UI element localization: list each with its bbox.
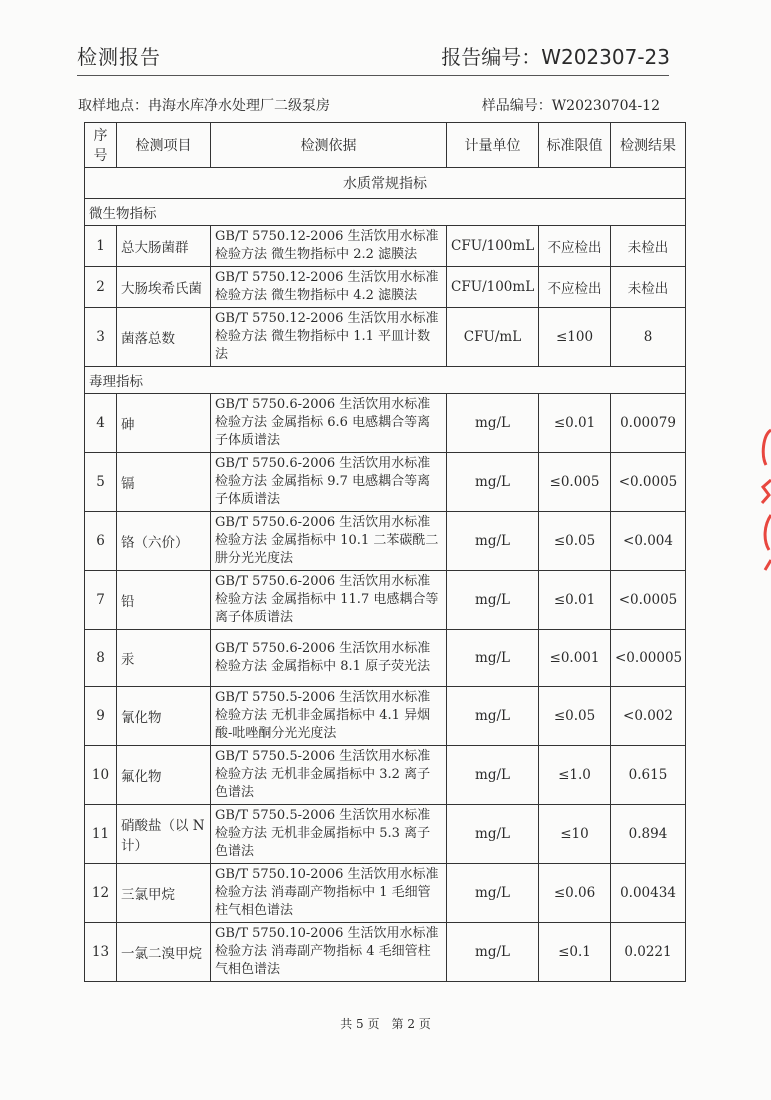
group-title: 毒理指标: [85, 367, 686, 394]
table-row: [85, 864, 686, 923]
sampling-location: 取样地点：冉海水库净水处理厂二级泵房: [78, 98, 330, 114]
cell-method: GB/T 5750.10-2006 生活饮用水标准检验方法 消毒副产物指标 4 毛细管柱气相色谱法: [211, 923, 447, 982]
cell-limit: ≤0.01: [539, 571, 611, 630]
cell-limit: ≤0.05: [539, 512, 611, 571]
table-row: [85, 394, 686, 453]
table-row: [85, 308, 686, 367]
table-row: [85, 512, 686, 571]
cell-result: <0.00005: [611, 630, 686, 687]
cell-method: GB/T 5750.12-2006 生活饮用水标准检验方法 微生物指标中 2.2 滤膜法: [211, 226, 447, 267]
cell-unit: mg/L: [447, 864, 539, 923]
cell-method: GB/T 5750.12-2006 生活饮用水标准检验方法 微生物指标中 4.2 滤膜法: [211, 267, 447, 308]
cell-no: 11: [85, 805, 117, 864]
cell-no: 8: [85, 630, 117, 687]
cell-no: 7: [85, 571, 117, 630]
red-stamp-fragment: [757, 425, 771, 575]
cell-result: <0.0005: [611, 453, 686, 512]
table-row: [85, 687, 686, 746]
cell-no: 1: [85, 226, 117, 267]
cell-unit: mg/L: [447, 453, 539, 512]
cell-limit: ≤0.005: [539, 453, 611, 512]
cell-unit: mg/L: [447, 687, 539, 746]
cell-method: GB/T 5750.6-2006 生活饮用水标准检验方法 金属指标中 10.1 二苯碳酰二肼分光光度法: [211, 512, 447, 571]
section-row: [85, 168, 686, 199]
cell-no: 5: [85, 453, 117, 512]
col-header-item: 检测项目: [117, 123, 211, 168]
cell-unit: mg/L: [447, 394, 539, 453]
cell-no: 13: [85, 923, 117, 982]
cell-result: 未检出: [611, 267, 686, 308]
table-row: [85, 453, 686, 512]
col-header-no: 序号: [85, 123, 117, 168]
cell-result: 未检出: [611, 226, 686, 267]
cell-limit: 不应检出: [539, 267, 611, 308]
col-header-unit: 计量单位: [447, 123, 539, 168]
page-footer: 共 5 页 第 2 页: [340, 1017, 431, 1031]
cell-limit: ≤0.01: [539, 394, 611, 453]
section-title: 水质常规指标: [85, 168, 686, 199]
cell-item: 汞: [117, 630, 211, 687]
header-divider: [77, 75, 669, 76]
cell-result: 8: [611, 308, 686, 367]
cell-result: <0.004: [611, 512, 686, 571]
cell-unit: CFU/mL: [447, 308, 539, 367]
cell-method: GB/T 5750.5-2006 生活饮用水标准检验方法 无机非金属指标中 3.2 离子色谱法: [211, 746, 447, 805]
cell-no: 12: [85, 864, 117, 923]
cell-item: 氟化物: [117, 746, 211, 805]
table-row: [85, 267, 686, 308]
cell-item: 三氯甲烷: [117, 864, 211, 923]
cell-limit: 不应检出: [539, 226, 611, 267]
report-number: 报告编号：W202307-23: [441, 45, 670, 69]
cell-method: GB/T 5750.12-2006 生活饮用水标准检验方法 微生物指标中 1.1 平皿计数法: [211, 308, 447, 367]
cell-unit: mg/L: [447, 746, 539, 805]
group-title: 微生物指标: [85, 199, 686, 226]
cell-limit: ≤0.1: [539, 923, 611, 982]
cell-no: 6: [85, 512, 117, 571]
cell-unit: mg/L: [447, 805, 539, 864]
sample-number: 样品编号：W20230704-12: [481, 98, 660, 114]
cell-method: GB/T 5750.5-2006 生活饮用水标准检验方法 无机非金属指标中 4.1 异烟酸-吡唑酮分光光度法: [211, 687, 447, 746]
cell-method: GB/T 5750.6-2006 生活饮用水标准检验方法 金属指标 6.6 电感耦合等离子体质谱法: [211, 394, 447, 453]
table-header-row: [85, 123, 686, 168]
cell-limit: ≤1.0: [539, 746, 611, 805]
table-row: [85, 805, 686, 864]
cell-item: 总大肠菌群: [117, 226, 211, 267]
cell-unit: mg/L: [447, 512, 539, 571]
cell-result: 0.894: [611, 805, 686, 864]
group-row: [85, 199, 686, 226]
cell-limit: ≤0.05: [539, 687, 611, 746]
cell-method: GB/T 5750.6-2006 生活饮用水标准检验方法 金属指标中 11.7 电感耦合等离子体质谱法: [211, 571, 447, 630]
cell-result: <0.002: [611, 687, 686, 746]
cell-unit: mg/L: [447, 923, 539, 982]
cell-no: 10: [85, 746, 117, 805]
cell-item: 菌落总数: [117, 308, 211, 367]
table-row: [85, 571, 686, 630]
cell-method: GB/T 5750.10-2006 生活饮用水标准检验方法 消毒副产物指标中 1 毛细管柱气相色谱法: [211, 864, 447, 923]
test-results-table: [84, 122, 686, 982]
table-row: [85, 923, 686, 982]
cell-item: 铬（六价）: [117, 512, 211, 571]
cell-limit: ≤0.001: [539, 630, 611, 687]
table-row: [85, 630, 686, 687]
report-title: 检测报告: [77, 45, 161, 69]
table-row: [85, 226, 686, 267]
col-header-method: 检测依据: [211, 123, 447, 168]
cell-unit: mg/L: [447, 571, 539, 630]
cell-limit: ≤0.06: [539, 864, 611, 923]
cell-unit: CFU/100mL: [447, 226, 539, 267]
cell-result: 0.0221: [611, 923, 686, 982]
cell-result: 0.615: [611, 746, 686, 805]
group-row: [85, 367, 686, 394]
cell-unit: mg/L: [447, 630, 539, 687]
table-row: [85, 746, 686, 805]
cell-unit: CFU/100mL: [447, 267, 539, 308]
cell-no: 3: [85, 308, 117, 367]
cell-item: 铅: [117, 571, 211, 630]
cell-limit: ≤10: [539, 805, 611, 864]
cell-item: 氰化物: [117, 687, 211, 746]
cell-result: 0.00079: [611, 394, 686, 453]
cell-no: 9: [85, 687, 117, 746]
cell-item: 大肠埃希氏菌: [117, 267, 211, 308]
col-header-limit: 标准限值: [539, 123, 611, 168]
cell-item: 硝酸盐（以 N 计）: [117, 805, 211, 864]
cell-method: GB/T 5750.6-2006 生活饮用水标准检验方法 金属指标中 8.1 原子荧光法: [211, 630, 447, 687]
cell-item: 一氯二溴甲烷: [117, 923, 211, 982]
cell-result: <0.0005: [611, 571, 686, 630]
cell-item: 砷: [117, 394, 211, 453]
cell-method: GB/T 5750.5-2006 生活饮用水标准检验方法 无机非金属指标中 5.3 离子色谱法: [211, 805, 447, 864]
cell-item: 镉: [117, 453, 211, 512]
cell-method: GB/T 5750.6-2006 生活饮用水标准检验方法 金属指标 9.7 电感耦合等离子体质谱法: [211, 453, 447, 512]
cell-limit: ≤100: [539, 308, 611, 367]
cell-no: 4: [85, 394, 117, 453]
cell-no: 2: [85, 267, 117, 308]
col-header-result: 检测结果: [611, 123, 686, 168]
cell-result: 0.00434: [611, 864, 686, 923]
